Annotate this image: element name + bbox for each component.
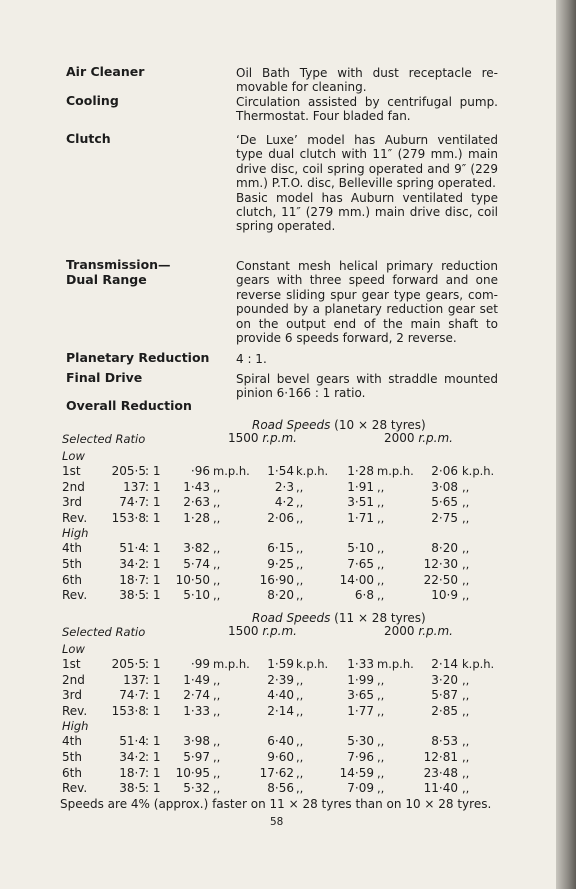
table-row — [0, 588, 556, 604]
speed-mph-2000: 1·71 — [347, 510, 374, 525]
spec-paragraph: Basic model has Auburn ventilated type clutch, 11″ (279 mm.) main drive disc, coil spring operated. — [236, 190, 498, 234]
ratio-suffix: : 1 — [145, 703, 161, 718]
speed-mph-2000: 3·65 — [347, 688, 374, 703]
gear-ratio: 153·8 — [111, 703, 146, 718]
speed-kph-1500: 6·40 — [267, 734, 294, 749]
unit-kph-1500: ,, — [296, 572, 304, 587]
spec-paragraph: ‘De Luxe’ model has Auburn ventilated type dual clutch with 11″ (279 mm.) main drive disc, coil spring operated and 9″ (229 mm.) P.T.O. disc, Belleville spring operated. — [236, 133, 498, 191]
speed-kph-2000: 2·06 — [431, 464, 458, 478]
speed-mph-2000: 1·91 — [347, 479, 374, 494]
speed-kph-2000: 8·53 — [431, 734, 458, 749]
unit-mph-1500: ,, — [213, 510, 221, 525]
unit-mph-2000: ,, — [377, 781, 385, 796]
unit-kph-2000: ,, — [462, 688, 470, 703]
table-row — [0, 673, 556, 689]
unit-mph-1500: ,, — [213, 734, 221, 749]
speed-mph-1500: 3·82 — [183, 541, 210, 556]
gear-name: 3rd — [62, 495, 82, 510]
book-gutter — [556, 0, 576, 889]
ratio-suffix: : 1 — [145, 765, 161, 780]
speed-mph-2000: 1·99 — [347, 672, 374, 687]
unit-mph-1500: ,, — [213, 672, 221, 687]
speed-kph-1500: 8·56 — [267, 781, 294, 796]
spec-paragraph: 4 : 1. — [236, 352, 267, 366]
ratio-suffix: : 1 — [145, 734, 161, 749]
gear-name: Rev. — [62, 588, 88, 603]
unit-mph-1500: ,, — [213, 703, 221, 718]
unit-kph-2000: ,, — [462, 541, 470, 556]
road-speed-title — [252, 611, 426, 625]
unit-kph-2000: ,, — [462, 750, 470, 764]
spec-label: Transmission— Dual Range — [66, 257, 171, 287]
speed-mph-2000: 1·33 — [347, 657, 374, 671]
rpm-unit: r.p.m. — [418, 431, 453, 445]
rpm-heading-2000 — [384, 431, 453, 445]
unit-mph-1500: ,, — [213, 495, 221, 510]
speed-mph-1500: 1·28 — [183, 510, 210, 525]
rpm-heading-2000 — [384, 624, 453, 638]
gear-group-high: High — [62, 719, 89, 734]
gear-ratio: 51·4 — [119, 734, 146, 749]
unit-mph-2000: ,, — [377, 479, 385, 494]
speed-kph-1500: 9·25 — [267, 557, 294, 571]
speed-kph-2000: 22·50 — [423, 572, 458, 587]
ratio-suffix: : 1 — [145, 672, 161, 687]
unit-kph-2000: ,, — [462, 572, 470, 587]
ratio-suffix: : 1 — [145, 557, 161, 571]
table-row — [0, 541, 556, 557]
gear-name: 4th — [62, 541, 82, 556]
speed-mph-1500: 1·33 — [183, 703, 210, 718]
ratio-suffix: : 1 — [145, 464, 161, 478]
unit-mph-1500: ,, — [213, 588, 221, 603]
tyre-speed-note: Speeds are 4% (approx.) faster on 11 × 28 tyres than on 10 × 28 tyres. — [60, 797, 492, 811]
spec-label: Planetary Reduction — [66, 350, 210, 365]
speed-mph-2000: 14·00 — [339, 572, 374, 587]
speed-mph-2000: 1·28 — [347, 464, 374, 478]
ratio-suffix: : 1 — [145, 572, 161, 587]
table-row — [0, 704, 556, 720]
speed-kph-1500: 1·59 — [267, 657, 294, 671]
unit-mph-2000: m.p.h. — [377, 464, 414, 478]
tyre-size: (10 × 28 tyres) — [334, 418, 426, 432]
road-speed-label: Road Speeds — [252, 611, 331, 625]
spec-value — [236, 259, 498, 345]
unit-kph-1500: ,, — [296, 688, 304, 703]
spec-value — [236, 352, 498, 366]
unit-kph-2000: k.p.h. — [462, 657, 495, 671]
rpm-unit: r.p.m. — [418, 624, 453, 638]
spec-label: Final Drive — [66, 370, 143, 385]
unit-kph-2000: ,, — [462, 588, 470, 603]
gear-name: 2nd — [62, 479, 85, 494]
gear-ratio: 38·5 — [119, 781, 146, 796]
unit-kph-2000: ,, — [462, 765, 470, 780]
gear-ratio: 205·5 — [111, 464, 146, 478]
speed-mph-2000: 7·09 — [347, 781, 374, 796]
unit-mph-2000: ,, — [377, 672, 385, 687]
gear-ratio: 34·2 — [119, 557, 146, 571]
rpm-unit: r.p.m. — [262, 624, 297, 638]
speed-mph-2000: 5·30 — [347, 734, 374, 749]
spec-paragraph: Oil Bath Type with dust receptacle re-movable for cleaning. — [236, 66, 498, 95]
speed-kph-2000: 3·08 — [431, 479, 458, 494]
unit-mph-2000: ,, — [377, 688, 385, 703]
table-row — [0, 766, 556, 782]
speed-kph-1500: 4·40 — [267, 688, 294, 703]
selected-ratio-heading: Selected Ratio — [62, 432, 146, 446]
gear-ratio: 34·2 — [119, 750, 146, 764]
spec-value — [236, 372, 498, 401]
unit-mph-2000: ,, — [377, 557, 385, 571]
speed-kph-2000: 8·20 — [431, 541, 458, 556]
gear-name: 1st — [62, 657, 81, 671]
unit-kph-2000: ,, — [462, 734, 470, 749]
gear-ratio: 137 — [123, 672, 146, 687]
speed-kph-1500: 4·2 — [274, 495, 294, 510]
unit-kph-1500: ,, — [296, 510, 304, 525]
unit-kph-1500: ,, — [296, 557, 304, 571]
spec-label: Clutch — [66, 131, 111, 146]
table-row — [0, 464, 556, 480]
speed-kph-2000: 2·14 — [431, 657, 458, 671]
spec-label: Overall Reduction — [66, 398, 192, 413]
table-row — [0, 688, 556, 704]
gear-name: 1st — [62, 464, 81, 478]
speed-kph-2000: 2·75 — [431, 510, 458, 525]
unit-kph-1500: ,, — [296, 479, 304, 494]
rpm-value: 2000 — [384, 624, 415, 638]
ratio-suffix: : 1 — [145, 495, 161, 510]
ratio-suffix: : 1 — [145, 781, 161, 796]
unit-mph-1500: ,, — [213, 557, 221, 571]
unit-kph-1500: ,, — [296, 734, 304, 749]
speed-kph-1500: 2·3 — [274, 479, 294, 494]
gear-ratio: 137 — [123, 479, 146, 494]
unit-mph-1500: ,, — [213, 765, 221, 780]
unit-mph-2000: ,, — [377, 588, 385, 603]
ratio-suffix: : 1 — [145, 510, 161, 525]
speed-kph-2000: 5·87 — [431, 688, 458, 703]
table-row — [0, 734, 556, 750]
speed-kph-1500: 2·14 — [267, 703, 294, 718]
speed-kph-2000: 10·9 — [431, 588, 458, 603]
road-speed-title — [252, 418, 426, 432]
unit-kph-1500: ,, — [296, 588, 304, 603]
speed-kph-1500: 9·60 — [267, 750, 294, 764]
speed-mph-1500: 3·98 — [183, 734, 210, 749]
speed-mph-2000: 7·96 — [347, 750, 374, 764]
speed-mph-1500: 2·74 — [183, 688, 210, 703]
unit-mph-2000: m.p.h. — [377, 657, 414, 671]
table-row — [0, 573, 556, 589]
gear-name: Rev. — [62, 781, 88, 796]
unit-mph-1500: ,, — [213, 781, 221, 796]
speed-mph-1500: 5·97 — [183, 750, 210, 764]
speed-kph-1500: 8·20 — [267, 588, 294, 603]
unit-mph-2000: ,, — [377, 572, 385, 587]
ratio-suffix: : 1 — [145, 479, 161, 494]
gear-group-low: Low — [62, 449, 85, 463]
table-row — [0, 480, 556, 496]
table-row — [0, 750, 556, 766]
unit-mph-2000: ,, — [377, 765, 385, 780]
rpm-value: 2000 — [384, 431, 415, 445]
unit-mph-2000: ,, — [377, 750, 385, 764]
speed-mph-1500: 5·74 — [183, 557, 210, 571]
speed-mph-2000: 6·8 — [354, 588, 374, 603]
tyre-size: (11 × 28 tyres) — [334, 611, 426, 625]
speed-mph-2000: 5·10 — [347, 541, 374, 556]
unit-kph-2000: ,, — [462, 781, 470, 796]
selected-ratio-heading: Selected Ratio — [62, 625, 146, 639]
gear-ratio: 205·5 — [111, 657, 146, 671]
unit-mph-2000: ,, — [377, 703, 385, 718]
spec-value — [236, 66, 498, 95]
gear-ratio: 153·8 — [111, 510, 146, 525]
gear-name: Rev. — [62, 703, 88, 718]
speed-mph-1500: ·99 — [190, 657, 210, 671]
page-number: 58 — [270, 816, 284, 828]
gear-name: 2nd — [62, 672, 85, 687]
unit-mph-1500: ,, — [213, 572, 221, 587]
gear-name: 3rd — [62, 688, 82, 703]
speed-kph-2000: 12·30 — [423, 557, 458, 571]
gear-ratio: 74·7 — [119, 688, 146, 703]
speed-kph-2000: 23·48 — [423, 765, 458, 780]
unit-kph-2000: ,, — [462, 479, 470, 494]
gear-ratio: 18·7 — [119, 765, 146, 780]
unit-kph-2000: ,, — [462, 703, 470, 718]
unit-kph-1500: k.p.h. — [296, 464, 329, 478]
unit-mph-2000: ,, — [377, 734, 385, 749]
spec-value — [236, 133, 498, 234]
speed-mph-1500: 5·32 — [183, 781, 210, 796]
speed-kph-2000: 11·40 — [423, 781, 458, 796]
unit-mph-1500: m.p.h. — [213, 464, 250, 478]
rpm-value: 1500 — [228, 624, 259, 638]
gear-name: 5th — [62, 750, 82, 764]
speed-mph-1500: 10·95 — [175, 765, 210, 780]
gear-name: 6th — [62, 765, 82, 780]
speed-kph-1500: 6·15 — [267, 541, 294, 556]
gear-group-low: Low — [62, 642, 85, 656]
table-row — [0, 781, 556, 797]
speed-mph-1500: 2·63 — [183, 495, 210, 510]
ratio-suffix: : 1 — [145, 541, 161, 556]
speed-kph-2000: 2·85 — [431, 703, 458, 718]
speed-kph-1500: 17·62 — [259, 765, 294, 780]
speed-mph-1500: 5·10 — [183, 588, 210, 603]
speed-kph-2000: 12·81 — [423, 750, 458, 764]
ratio-suffix: : 1 — [145, 750, 161, 764]
unit-kph-1500: ,, — [296, 495, 304, 510]
table-row — [0, 511, 556, 527]
rpm-unit: r.p.m. — [262, 431, 297, 445]
speed-mph-1500: 1·43 — [183, 479, 210, 494]
spec-label: Air Cleaner — [66, 64, 145, 79]
gear-name: 6th — [62, 572, 82, 587]
unit-mph-1500: ,, — [213, 750, 221, 764]
gear-ratio: 51·4 — [119, 541, 146, 556]
ratio-suffix: : 1 — [145, 688, 161, 703]
unit-kph-1500: ,, — [296, 765, 304, 780]
spec-paragraph: Circulation assisted by centrifugal pump. Thermostat. Four bladed fan. — [236, 95, 498, 124]
speed-mph-2000: 1·77 — [347, 703, 374, 718]
gear-ratio: 74·7 — [119, 495, 146, 510]
unit-mph-2000: ,, — [377, 495, 385, 510]
speed-kph-1500: 2·06 — [267, 510, 294, 525]
unit-kph-1500: ,, — [296, 750, 304, 764]
speed-mph-2000: 14·59 — [339, 765, 374, 780]
unit-kph-1500: k.p.h. — [296, 657, 329, 671]
unit-kph-1500: ,, — [296, 541, 304, 556]
unit-mph-1500: ,, — [213, 541, 221, 556]
ratio-suffix: : 1 — [145, 657, 161, 671]
speed-kph-1500: 16·90 — [259, 572, 294, 587]
table-row — [0, 557, 556, 573]
unit-mph-1500: m.p.h. — [213, 657, 250, 671]
gear-name: Rev. — [62, 510, 88, 525]
speed-mph-1500: 1·49 — [183, 672, 210, 687]
gear-group-high: High — [62, 526, 89, 541]
unit-kph-2000: ,, — [462, 510, 470, 525]
unit-kph-2000: k.p.h. — [462, 464, 495, 478]
speed-mph-2000: 3·51 — [347, 495, 374, 510]
rpm-heading-1500 — [228, 431, 297, 445]
gear-ratio: 18·7 — [119, 572, 146, 587]
speed-kph-2000: 5·65 — [431, 495, 458, 510]
rpm-heading-1500 — [228, 624, 297, 638]
unit-mph-2000: ,, — [377, 541, 385, 556]
spec-paragraph: Spiral bevel gears with straddle mounted pinion 6·166 : 1 ratio. — [236, 372, 498, 401]
rpm-value: 1500 — [228, 431, 259, 445]
speed-kph-1500: 1·54 — [267, 464, 294, 478]
table-row — [0, 495, 556, 511]
unit-kph-1500: ,, — [296, 672, 304, 687]
spec-label: Cooling — [66, 93, 119, 108]
speed-kph-2000: 3·20 — [431, 672, 458, 687]
speed-mph-1500: 10·50 — [175, 572, 210, 587]
unit-mph-2000: ,, — [377, 510, 385, 525]
unit-kph-2000: ,, — [462, 672, 470, 687]
unit-kph-1500: ,, — [296, 703, 304, 718]
speed-mph-1500: ·96 — [190, 464, 210, 478]
ratio-suffix: : 1 — [145, 588, 161, 603]
spec-paragraph: Constant mesh helical primary reduction gears with three speed forward and one reverse sliding spur gear type gears, com-pounded by a planetary reduction gear set on the output end of the main shaft to provide 6 speeds forward, 2 reverse. — [236, 259, 498, 346]
table-row — [0, 657, 556, 673]
speed-kph-1500: 2·39 — [267, 672, 294, 687]
road-speed-label: Road Speeds — [252, 418, 331, 432]
speed-mph-2000: 7·65 — [347, 557, 374, 571]
gear-name: 4th — [62, 734, 82, 749]
gear-ratio: 38·5 — [119, 588, 146, 603]
unit-mph-1500: ,, — [213, 688, 221, 703]
gear-name: 5th — [62, 557, 82, 571]
unit-kph-1500: ,, — [296, 781, 304, 796]
spec-value — [236, 95, 498, 124]
unit-kph-2000: ,, — [462, 557, 470, 571]
unit-mph-1500: ,, — [213, 479, 221, 494]
unit-kph-2000: ,, — [462, 495, 470, 510]
